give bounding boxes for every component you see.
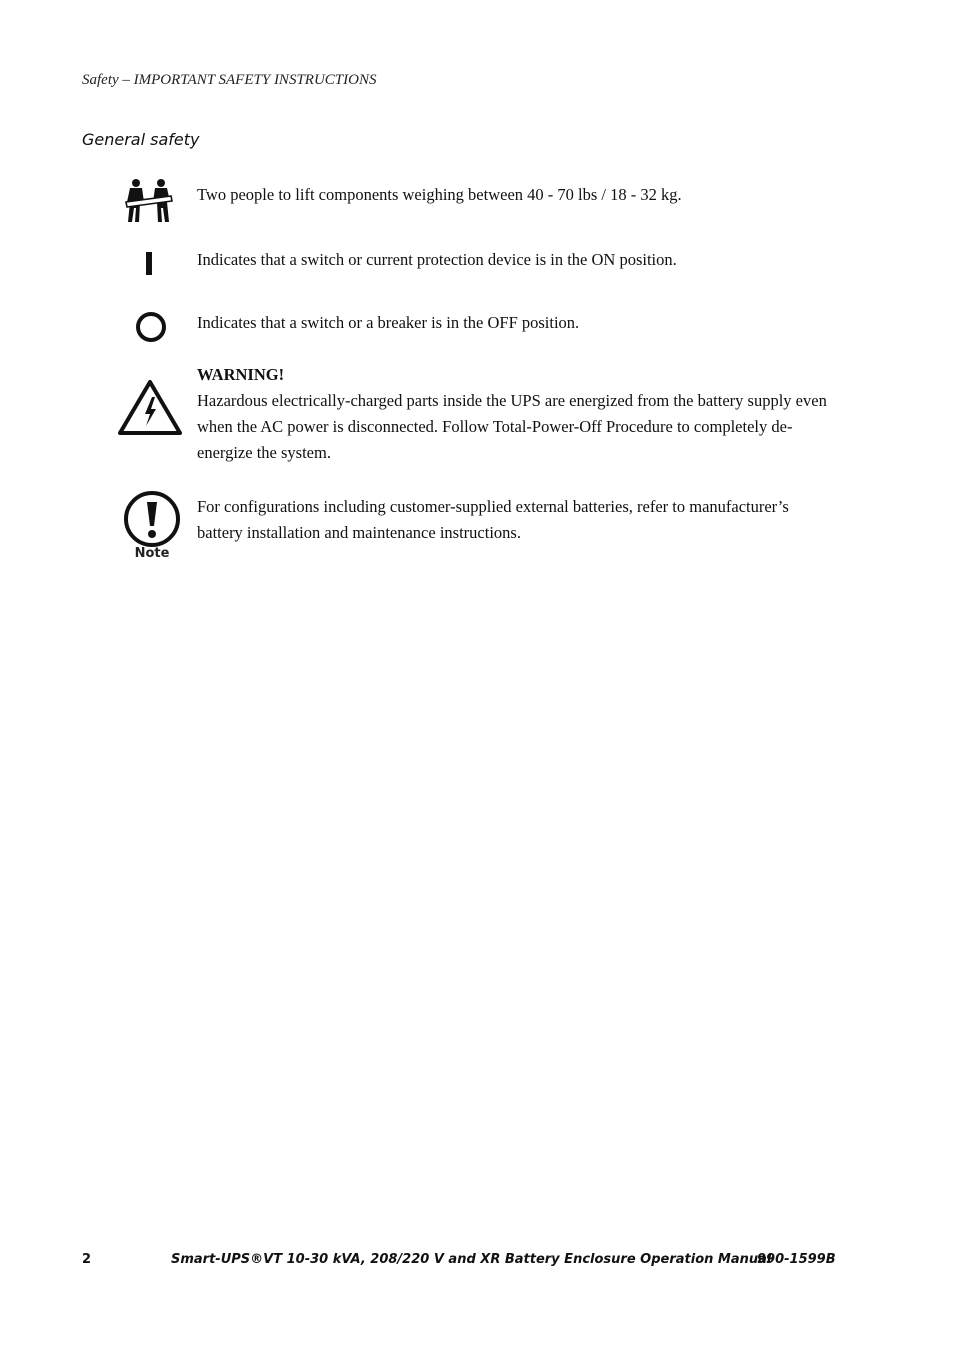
off-position-text: Indicates that a switch or a breaker is in the OFF position. xyxy=(197,313,580,332)
section-title: General safety xyxy=(82,130,200,149)
warning-title: WARNING! xyxy=(197,365,285,384)
note-exclamation-icon xyxy=(123,491,181,552)
lift-instruction-text: Two people to lift components weighing between 40 - 70 lbs / 18 - 32 kg. xyxy=(197,185,682,204)
power-on-icon xyxy=(146,252,154,281)
note-text: For configurations including customer-supplied external batteries, refer to manufacturer’s battery installation and maintenance instructions. xyxy=(197,497,789,542)
two-person-lift-icon xyxy=(124,178,174,229)
note-label: Note xyxy=(134,546,170,561)
power-off-icon xyxy=(135,311,169,348)
on-position-text: Indicates that a switch or current protection device is in the ON position. xyxy=(197,250,677,269)
warning-text: Hazardous electrically-charged parts inside the UPS are energized from the battery supply even when the AC power is disconnected. Follow Total-Power-Off Procedure to completely de-energize the system. xyxy=(197,391,827,462)
document-number: 990-1599B xyxy=(757,1252,836,1267)
high-voltage-warning-icon xyxy=(117,379,183,440)
running-header: Safety – IMPORTANT SAFETY INSTRUCTIONS xyxy=(82,72,377,88)
warning-block xyxy=(197,362,837,466)
page-number: 2 xyxy=(82,1252,92,1267)
manual-title: Smart-UPS®VT 10-30 kVA, 208/220 V and XR Battery Enclosure Operation Manual xyxy=(171,1252,772,1267)
